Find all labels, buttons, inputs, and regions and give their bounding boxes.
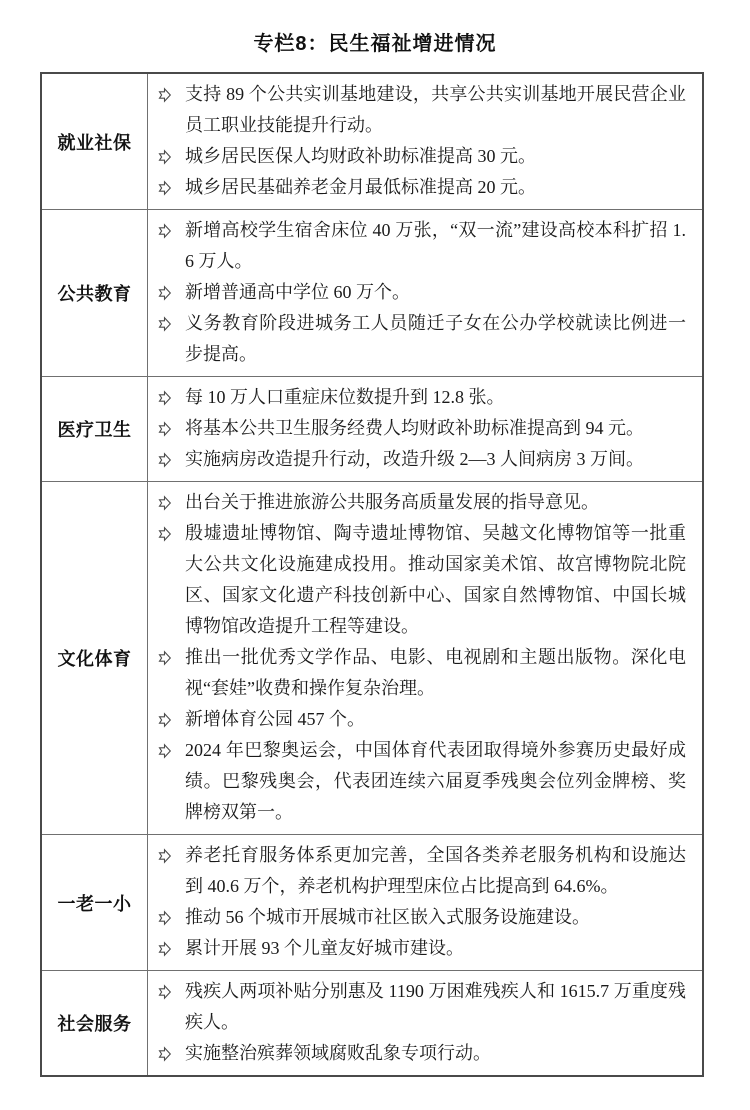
item-text: 新增体育公园 457 个。	[185, 709, 365, 729]
right-arrow-bullet-icon	[158, 149, 172, 165]
list-item	[157, 79, 686, 141]
items-cell	[148, 377, 702, 481]
list-item	[157, 704, 686, 735]
items-cell	[148, 835, 702, 970]
item-text: 每 10 万人口重症床位数提升到 12.8 张。	[185, 387, 505, 407]
list-item	[157, 382, 686, 413]
table-row	[42, 376, 702, 481]
category-cell	[42, 835, 148, 970]
list-item	[157, 642, 686, 704]
list-item	[157, 976, 686, 1038]
right-arrow-bullet-icon	[158, 285, 172, 301]
right-arrow-bullet-icon	[158, 910, 172, 926]
items-list	[157, 382, 686, 475]
category-label: 就业社保	[57, 132, 132, 153]
right-arrow-bullet-icon	[158, 223, 172, 239]
list-item	[157, 444, 686, 475]
list-item	[157, 141, 686, 172]
list-item	[157, 277, 686, 308]
category-label: 社会服务	[57, 1014, 132, 1034]
item-text: 城乡居民医保人均财政补助标准提高 30 元。	[185, 146, 536, 166]
category-cell	[42, 971, 148, 1075]
items-list	[157, 79, 686, 203]
category-cell	[42, 377, 148, 481]
item-text: 将基本公共卫生服务经费人均财政补助标准提高到 94 元。	[185, 418, 644, 438]
list-item	[157, 840, 686, 902]
category-label: 公共教育	[57, 284, 132, 304]
category-label: 文化体育	[57, 649, 132, 669]
list-item	[157, 487, 686, 518]
right-arrow-bullet-icon	[158, 87, 172, 103]
list-item	[157, 172, 686, 203]
items-cell	[148, 74, 702, 209]
table-row	[42, 209, 702, 376]
item-text: 城乡居民基础养老金月最低标准提高 20 元。	[185, 177, 536, 197]
right-arrow-bullet-icon	[158, 421, 172, 437]
table-row	[42, 481, 702, 834]
right-arrow-bullet-icon	[158, 650, 172, 666]
list-item	[157, 413, 686, 444]
right-arrow-bullet-icon	[158, 743, 172, 759]
item-text: 2024 年巴黎奥运会，中国体育代表团取得境外参赛历史最好成绩。巴黎残奥会，代表团连续六届夏季残奥会位列金牌榜、奖牌榜双第一。	[185, 740, 686, 822]
list-item	[157, 308, 686, 370]
items-cell	[148, 210, 702, 376]
items-list	[157, 487, 686, 828]
right-arrow-bullet-icon	[158, 316, 172, 332]
item-text: 养老托育服务体系更加完善，全国各类养老服务机构和设施达到 40.6 万个，养老机构护理型床位占比提高到 64.6%。	[185, 845, 686, 896]
items-cell	[148, 971, 702, 1075]
right-arrow-bullet-icon	[158, 984, 172, 1000]
right-arrow-bullet-icon	[158, 712, 172, 728]
list-item	[157, 933, 686, 964]
right-arrow-bullet-icon	[158, 180, 172, 196]
item-text: 殷墟遗址博物馆、陶寺遗址博物馆、吴越文化博物馆等一批重大公共文化设施建成投用。推动国家美术馆、故宫博物院北院区、国家文化遗产科技创新中心、国家自然博物馆、中国长城博物馆改造提升工程等建设。	[185, 523, 686, 636]
right-arrow-bullet-icon	[158, 1046, 172, 1062]
table-row	[42, 834, 702, 970]
category-cell	[42, 210, 148, 376]
list-item	[157, 1038, 686, 1069]
item-text: 义务教育阶段进城务工人员随迁子女在公办学校就读比例进一步提高。	[185, 313, 686, 364]
table-row	[42, 74, 702, 209]
right-arrow-bullet-icon	[158, 390, 172, 406]
right-arrow-bullet-icon	[158, 526, 172, 542]
items-list	[157, 976, 686, 1069]
items-list	[157, 215, 686, 370]
list-item	[157, 902, 686, 933]
category-cell	[42, 482, 148, 834]
item-text: 出台关于推进旅游公共服务高质量发展的指导意见。	[185, 492, 599, 512]
page-title: 专栏8：民生福祉增进情况	[253, 33, 497, 55]
right-arrow-bullet-icon	[158, 941, 172, 957]
item-text: 支持 89 个公共实训基地建设，共享公共实训基地开展民营企业员工职业技能提升行动。	[185, 84, 686, 135]
category-label: 医疗卫生	[57, 420, 132, 440]
list-item	[157, 518, 686, 642]
item-text: 残疾人两项补贴分别惠及 1190 万困难残疾人和 1615.7 万重度残疾人。	[185, 981, 686, 1032]
items-list	[157, 840, 686, 964]
list-item	[157, 735, 686, 828]
item-text: 实施病房改造提升行动，改造升级 2—3 人间病房 3 万间。	[185, 449, 644, 469]
right-arrow-bullet-icon	[158, 452, 172, 468]
category-cell	[42, 74, 148, 209]
table-row	[42, 970, 702, 1075]
list-item	[157, 215, 686, 277]
item-text: 实施整治殡葬领域腐败乱象专项行动。	[185, 1043, 491, 1063]
welfare-table	[40, 72, 704, 1077]
items-cell	[148, 482, 702, 834]
category-label: 一老一小	[57, 893, 132, 914]
right-arrow-bullet-icon	[158, 495, 172, 511]
item-text: 新增高校学生宿舍床位 40 万张，“双一流”建设高校本科扩招 1.6 万人。	[185, 220, 686, 271]
item-text: 累计开展 93 个儿童友好城市建设。	[185, 938, 464, 958]
item-text: 推动 56 个城市开展城市社区嵌入式服务设施建设。	[185, 907, 590, 927]
item-text: 推出一批优秀文学作品、电影、电视剧和主题出版物。深化电视“套娃”收费和操作复杂治理。	[185, 647, 686, 698]
right-arrow-bullet-icon	[158, 848, 172, 864]
item-text: 新增普通高中学位 60 万个。	[185, 282, 410, 302]
